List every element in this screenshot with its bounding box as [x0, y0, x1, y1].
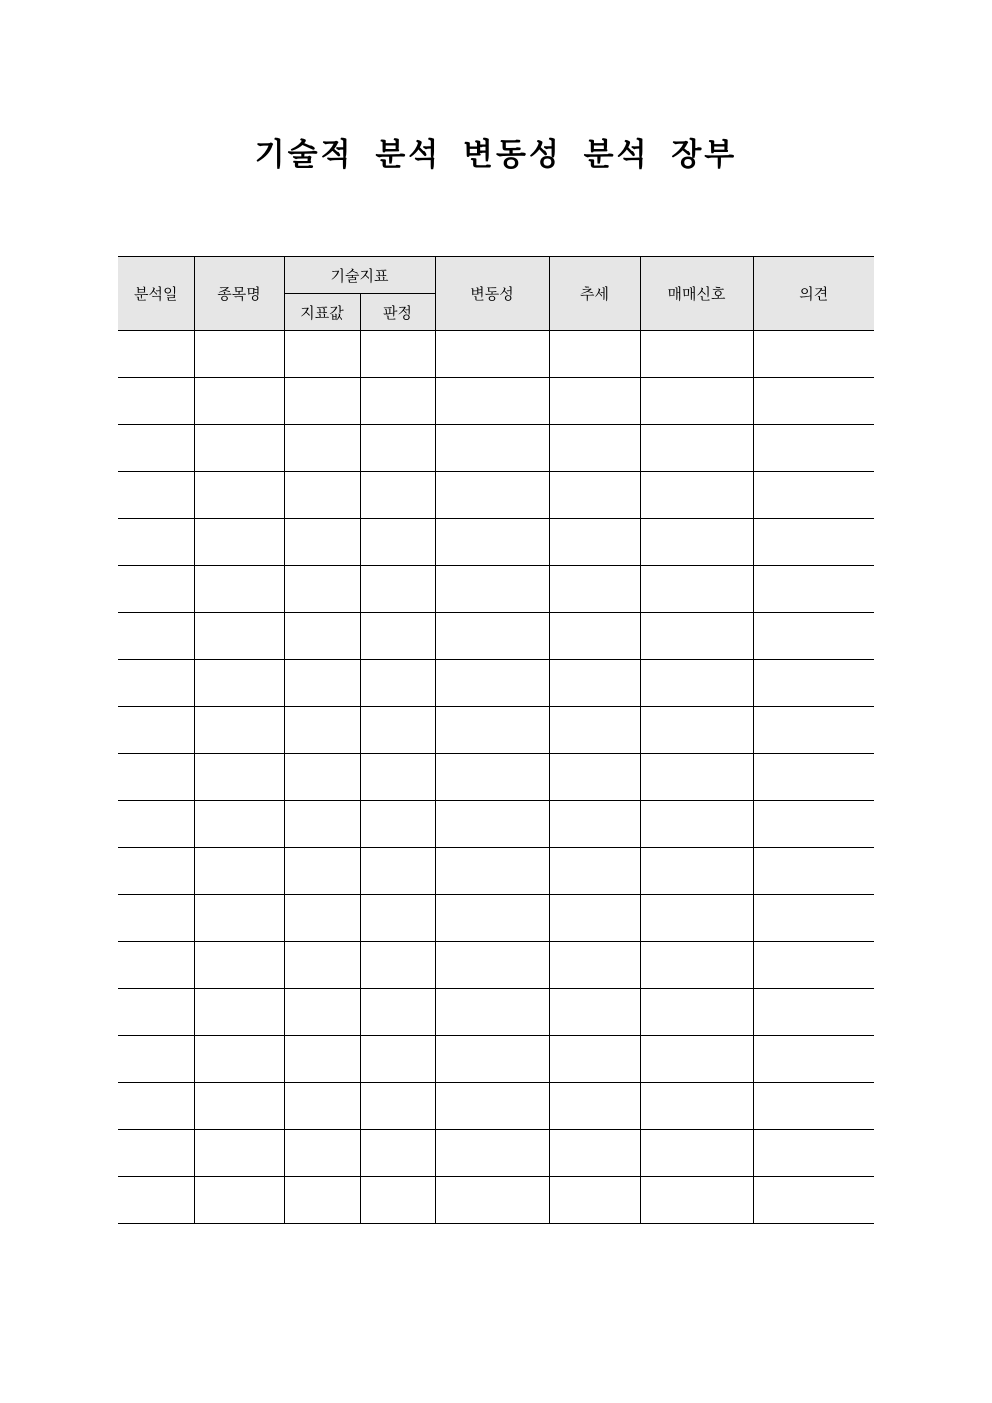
- table-row: [118, 425, 874, 472]
- table-row: [118, 1036, 874, 1083]
- cell-trade-signal[interactable]: [640, 331, 753, 378]
- ledger-body: [118, 331, 874, 1224]
- cell-volatility[interactable]: [435, 1130, 549, 1177]
- cell-trade-signal[interactable]: [640, 848, 753, 895]
- cell-judgment[interactable]: [360, 613, 435, 660]
- cell-indicator-value[interactable]: [284, 1083, 360, 1130]
- header-opinion: 의견: [753, 257, 874, 331]
- cell-analysis-date[interactable]: [118, 1130, 194, 1177]
- header-judgment: 판정: [360, 294, 435, 331]
- cell-analysis-date[interactable]: [118, 1036, 194, 1083]
- table-row: [118, 801, 874, 848]
- cell-indicator-value[interactable]: [284, 1177, 360, 1224]
- cell-stock-name[interactable]: [194, 942, 284, 989]
- table-row: [118, 754, 874, 801]
- cell-indicator-value[interactable]: [284, 1130, 360, 1177]
- cell-volatility[interactable]: [435, 331, 549, 378]
- cell-opinion[interactable]: [753, 519, 874, 566]
- cell-volatility[interactable]: [435, 801, 549, 848]
- cell-trend[interactable]: [549, 754, 640, 801]
- cell-indicator-value[interactable]: [284, 566, 360, 613]
- cell-trend[interactable]: [549, 1177, 640, 1224]
- cell-opinion[interactable]: [753, 801, 874, 848]
- table-row: [118, 942, 874, 989]
- header-stock-name: 종목명: [194, 257, 284, 331]
- table-row: [118, 895, 874, 942]
- cell-trend[interactable]: [549, 331, 640, 378]
- table-row: [118, 707, 874, 754]
- cell-stock-name[interactable]: [194, 425, 284, 472]
- cell-stock-name[interactable]: [194, 989, 284, 1036]
- table-row: [118, 613, 874, 660]
- cell-stock-name[interactable]: [194, 566, 284, 613]
- cell-judgment[interactable]: [360, 754, 435, 801]
- cell-stock-name[interactable]: [194, 1130, 284, 1177]
- cell-judgment[interactable]: [360, 707, 435, 754]
- cell-volatility[interactable]: [435, 566, 549, 613]
- cell-analysis-date[interactable]: [118, 331, 194, 378]
- cell-judgment[interactable]: [360, 1177, 435, 1224]
- cell-volatility[interactable]: [435, 989, 549, 1036]
- cell-trade-signal[interactable]: [640, 707, 753, 754]
- header-indicator-value: 지표값: [284, 294, 360, 331]
- cell-trend[interactable]: [549, 895, 640, 942]
- cell-analysis-date[interactable]: [118, 519, 194, 566]
- cell-trade-signal[interactable]: [640, 519, 753, 566]
- cell-opinion[interactable]: [753, 942, 874, 989]
- cell-judgment[interactable]: [360, 848, 435, 895]
- cell-trade-signal[interactable]: [640, 566, 753, 613]
- cell-analysis-date[interactable]: [118, 707, 194, 754]
- cell-volatility[interactable]: [435, 472, 549, 519]
- cell-trend[interactable]: [549, 472, 640, 519]
- cell-judgment[interactable]: [360, 378, 435, 425]
- cell-judgment[interactable]: [360, 472, 435, 519]
- cell-stock-name[interactable]: [194, 472, 284, 519]
- cell-indicator-value[interactable]: [284, 848, 360, 895]
- cell-trend[interactable]: [549, 519, 640, 566]
- analysis-ledger-table: [118, 256, 874, 1224]
- cell-trend[interactable]: [549, 1036, 640, 1083]
- cell-volatility[interactable]: [435, 519, 549, 566]
- cell-analysis-date[interactable]: [118, 1177, 194, 1224]
- cell-trend[interactable]: [549, 660, 640, 707]
- cell-volatility[interactable]: [435, 848, 549, 895]
- cell-indicator-value[interactable]: [284, 895, 360, 942]
- cell-trade-signal[interactable]: [640, 1177, 753, 1224]
- cell-indicator-value[interactable]: [284, 472, 360, 519]
- table-row: [118, 519, 874, 566]
- cell-opinion[interactable]: [753, 1130, 874, 1177]
- table-row: [118, 989, 874, 1036]
- cell-trend[interactable]: [549, 1083, 640, 1130]
- cell-judgment[interactable]: [360, 942, 435, 989]
- table-row: [118, 331, 874, 378]
- table-row: [118, 848, 874, 895]
- header-row-top: [118, 257, 874, 294]
- table-row: [118, 1083, 874, 1130]
- cell-analysis-date[interactable]: [118, 895, 194, 942]
- cell-trade-signal[interactable]: [640, 801, 753, 848]
- cell-trend[interactable]: [549, 848, 640, 895]
- cell-trade-signal[interactable]: [640, 378, 753, 425]
- cell-volatility[interactable]: [435, 1083, 549, 1130]
- cell-analysis-date[interactable]: [118, 848, 194, 895]
- cell-judgment[interactable]: [360, 660, 435, 707]
- cell-indicator-value[interactable]: [284, 519, 360, 566]
- cell-analysis-date[interactable]: [118, 942, 194, 989]
- cell-stock-name[interactable]: [194, 895, 284, 942]
- cell-opinion[interactable]: [753, 613, 874, 660]
- cell-judgment[interactable]: [360, 519, 435, 566]
- cell-analysis-date[interactable]: [118, 378, 194, 425]
- cell-opinion[interactable]: [753, 707, 874, 754]
- header-analysis-date: 분석일: [118, 257, 194, 331]
- cell-opinion[interactable]: [753, 1177, 874, 1224]
- cell-trade-signal[interactable]: [640, 942, 753, 989]
- cell-stock-name[interactable]: [194, 331, 284, 378]
- cell-opinion[interactable]: [753, 1083, 874, 1130]
- cell-trade-signal[interactable]: [640, 1083, 753, 1130]
- cell-indicator-value[interactable]: [284, 707, 360, 754]
- cell-indicator-value[interactable]: [284, 801, 360, 848]
- cell-judgment[interactable]: [360, 801, 435, 848]
- cell-trend[interactable]: [549, 707, 640, 754]
- cell-volatility[interactable]: [435, 660, 549, 707]
- cell-indicator-value[interactable]: [284, 613, 360, 660]
- cell-stock-name[interactable]: [194, 519, 284, 566]
- cell-opinion[interactable]: [753, 378, 874, 425]
- cell-stock-name[interactable]: [194, 801, 284, 848]
- cell-indicator-value[interactable]: [284, 989, 360, 1036]
- cell-volatility[interactable]: [435, 942, 549, 989]
- cell-analysis-date[interactable]: [118, 1083, 194, 1130]
- cell-analysis-date[interactable]: [118, 472, 194, 519]
- table-row: [118, 378, 874, 425]
- header-volatility: 변동성: [435, 257, 549, 331]
- cell-opinion[interactable]: [753, 754, 874, 801]
- cell-opinion[interactable]: [753, 425, 874, 472]
- cell-trade-signal[interactable]: [640, 660, 753, 707]
- cell-indicator-value[interactable]: [284, 942, 360, 989]
- document-title: 기술적 분석 변동성 분석 장부: [254, 137, 738, 173]
- cell-trend[interactable]: [549, 942, 640, 989]
- cell-volatility[interactable]: [435, 707, 549, 754]
- cell-volatility[interactable]: [435, 378, 549, 425]
- header-trend: 추세: [549, 257, 640, 331]
- cell-volatility[interactable]: [435, 754, 549, 801]
- cell-trade-signal[interactable]: [640, 613, 753, 660]
- cell-indicator-value[interactable]: [284, 754, 360, 801]
- table-row: [118, 1177, 874, 1224]
- cell-indicator-value[interactable]: [284, 660, 360, 707]
- cell-judgment[interactable]: [360, 1083, 435, 1130]
- table-row: [118, 566, 874, 613]
- cell-judgment[interactable]: [360, 1036, 435, 1083]
- cell-analysis-date[interactable]: [118, 801, 194, 848]
- cell-trend[interactable]: [549, 613, 640, 660]
- table-row: [118, 1130, 874, 1177]
- cell-analysis-date[interactable]: [118, 754, 194, 801]
- cell-trade-signal[interactable]: [640, 989, 753, 1036]
- cell-trend[interactable]: [549, 989, 640, 1036]
- cell-opinion[interactable]: [753, 848, 874, 895]
- cell-trade-signal[interactable]: [640, 895, 753, 942]
- cell-stock-name[interactable]: [194, 1036, 284, 1083]
- cell-stock-name[interactable]: [194, 1083, 284, 1130]
- header-trade-signal: 매매신호: [640, 257, 753, 331]
- cell-opinion[interactable]: [753, 895, 874, 942]
- cell-trend[interactable]: [549, 566, 640, 613]
- cell-indicator-value[interactable]: [284, 331, 360, 378]
- cell-judgment[interactable]: [360, 566, 435, 613]
- cell-trend[interactable]: [549, 425, 640, 472]
- cell-stock-name[interactable]: [194, 754, 284, 801]
- cell-analysis-date[interactable]: [118, 425, 194, 472]
- cell-opinion[interactable]: [753, 566, 874, 613]
- cell-judgment[interactable]: [360, 1130, 435, 1177]
- cell-trade-signal[interactable]: [640, 1130, 753, 1177]
- cell-volatility[interactable]: [435, 1177, 549, 1224]
- cell-trend[interactable]: [549, 801, 640, 848]
- cell-trend[interactable]: [549, 1130, 640, 1177]
- cell-analysis-date[interactable]: [118, 613, 194, 660]
- cell-opinion[interactable]: [753, 472, 874, 519]
- cell-opinion[interactable]: [753, 1036, 874, 1083]
- cell-volatility[interactable]: [435, 1036, 549, 1083]
- cell-stock-name[interactable]: [194, 613, 284, 660]
- cell-indicator-value[interactable]: [284, 425, 360, 472]
- table-row: [118, 660, 874, 707]
- cell-volatility[interactable]: [435, 613, 549, 660]
- cell-analysis-date[interactable]: [118, 989, 194, 1036]
- cell-trade-signal[interactable]: [640, 1036, 753, 1083]
- cell-analysis-date[interactable]: [118, 660, 194, 707]
- table-row: [118, 472, 874, 519]
- cell-indicator-value[interactable]: [284, 1036, 360, 1083]
- cell-stock-name[interactable]: [194, 1177, 284, 1224]
- cell-trade-signal[interactable]: [640, 425, 753, 472]
- cell-stock-name[interactable]: [194, 707, 284, 754]
- cell-analysis-date[interactable]: [118, 566, 194, 613]
- cell-judgment[interactable]: [360, 895, 435, 942]
- cell-judgment[interactable]: [360, 425, 435, 472]
- cell-opinion[interactable]: [753, 989, 874, 1036]
- cell-trade-signal[interactable]: [640, 472, 753, 519]
- cell-judgment[interactable]: [360, 989, 435, 1036]
- cell-volatility[interactable]: [435, 425, 549, 472]
- cell-trend[interactable]: [549, 378, 640, 425]
- cell-trade-signal[interactable]: [640, 754, 753, 801]
- cell-stock-name[interactable]: [194, 848, 284, 895]
- cell-judgment[interactable]: [360, 331, 435, 378]
- cell-volatility[interactable]: [435, 895, 549, 942]
- cell-opinion[interactable]: [753, 660, 874, 707]
- header-technical-indicator: 기술지표: [284, 257, 435, 294]
- cell-opinion[interactable]: [753, 331, 874, 378]
- cell-indicator-value[interactable]: [284, 378, 360, 425]
- cell-stock-name[interactable]: [194, 660, 284, 707]
- cell-stock-name[interactable]: [194, 378, 284, 425]
